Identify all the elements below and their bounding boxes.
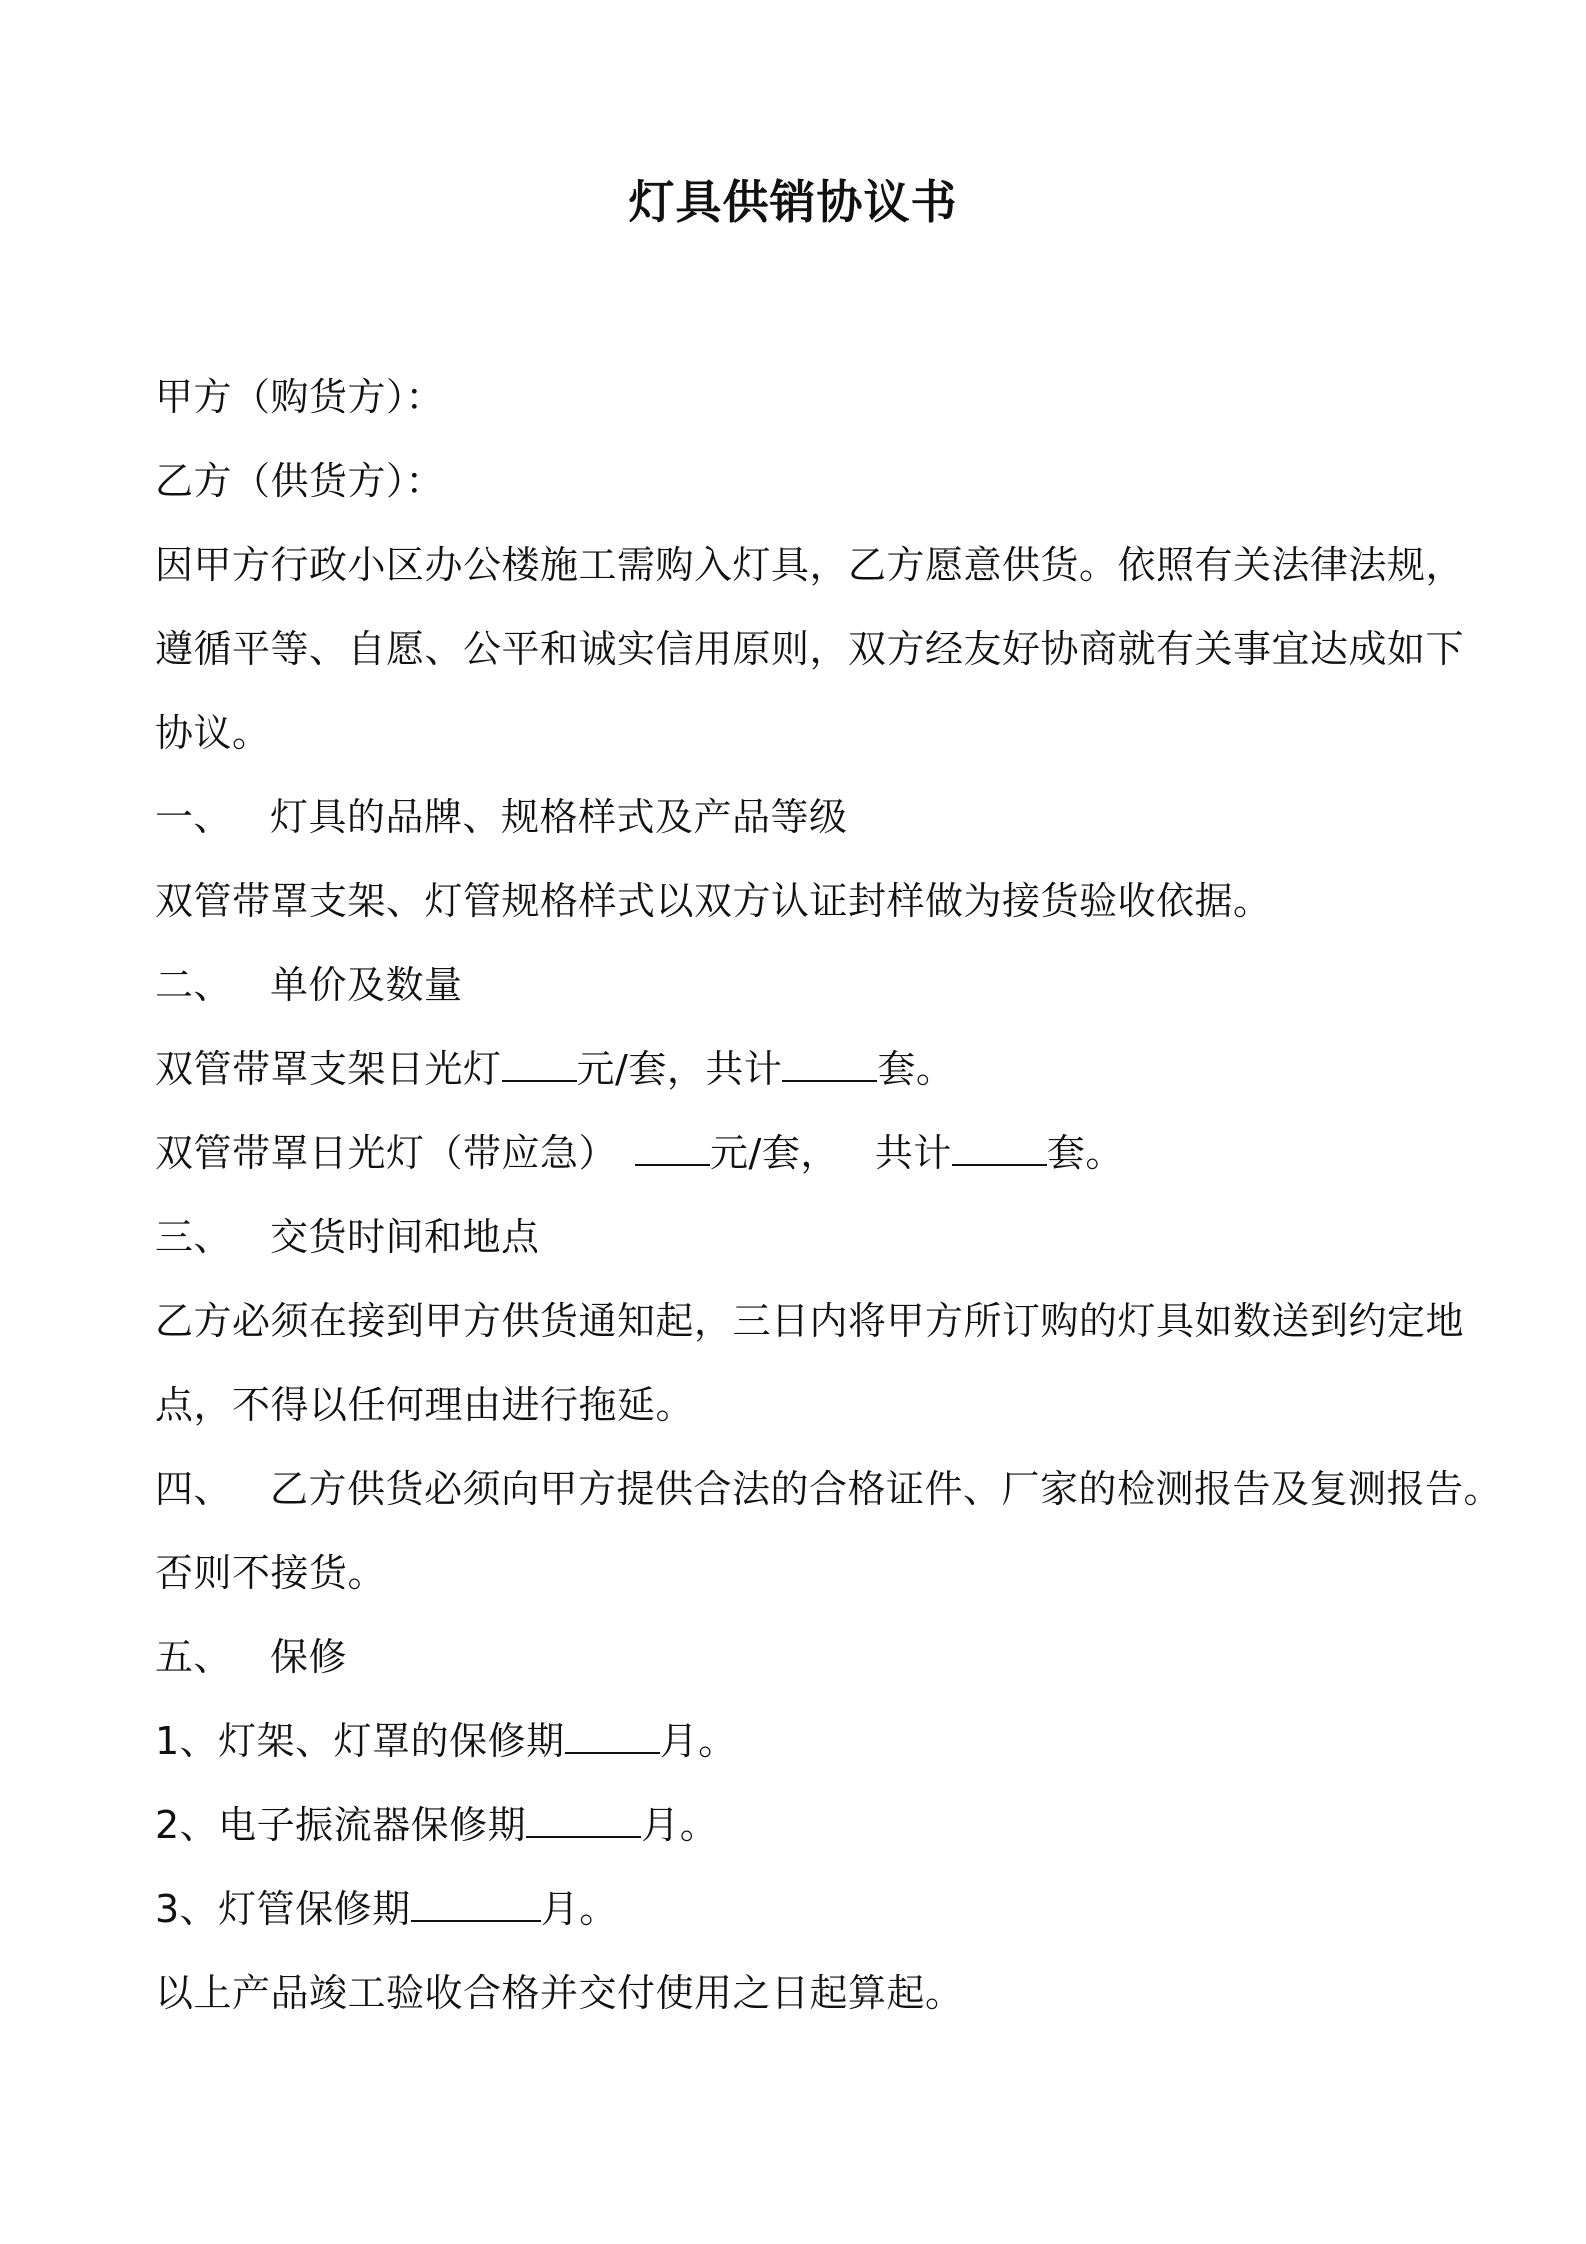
warranty-2-suffix: 月。 (641, 1803, 719, 1847)
party-a-line: 甲方（购货方）： (155, 375, 445, 419)
warranty-note: 以上产品竣工验收合格并交付使用之日起算起。 (155, 1971, 964, 2015)
item-2-suffix: 套。 (1046, 1131, 1124, 1175)
intro-line-1: 因甲方行政小区办公楼施工需购入灯具，乙方愿意供货。依照有关法律法规， (155, 543, 1465, 587)
section-3-number: 三、 (155, 1215, 233, 1259)
warranty-1-suffix: 月。 (659, 1719, 737, 1763)
warranty-2-prefix: 2、电子振流器保修期 (155, 1803, 527, 1847)
section-4-body: 否则不接货。 (155, 1551, 387, 1595)
section-1-number: 一、 (155, 795, 233, 839)
warranty-months-blank[interactable] (565, 1716, 660, 1754)
section-1-body: 双管带罩支架、灯管规格样式以双方认证封样做为接货验收依据。 (155, 879, 1272, 923)
section-5-number: 五、 (155, 1635, 233, 1679)
quantity-blank[interactable] (952, 1128, 1047, 1166)
section-4-title: 乙方供货必须向甲方提供合法的合格证件、厂家的检测报告及复测报告。 (270, 1467, 1503, 1511)
warranty-item-3 (155, 1884, 618, 1934)
section-3-heading (155, 1212, 540, 1262)
party-b-line: 乙方（供货方）： (155, 459, 445, 503)
item-1-unit: 元/套，共计 (576, 1047, 783, 1091)
warranty-3-suffix: 月。 (540, 1887, 618, 1931)
section-2-item-2 (155, 1128, 1124, 1178)
item-2-prefix: 双管带罩日光灯（带应急） (155, 1131, 618, 1175)
unit-price-blank[interactable] (502, 1044, 577, 1082)
section-4-heading (155, 1464, 1502, 1514)
warranty-item-2 (155, 1800, 718, 1850)
warranty-item-1 (155, 1716, 737, 1766)
section-3-title: 交货时间和地点 (270, 1215, 540, 1259)
section-3-body-2: 点，不得以任何理由进行拖延。 (155, 1383, 695, 1427)
intro-line-2: 遵循平等、自愿、公平和诚实信用原则，双方经友好协商就有关事宜达成如下 (155, 627, 1465, 671)
section-3-body-1: 乙方必须在接到甲方供货通知起，三日内将甲方所订购的灯具如数送到约定地 (155, 1299, 1465, 1343)
item-1-prefix: 双管带罩支架日光灯 (155, 1047, 502, 1091)
section-2-item-1 (155, 1044, 954, 1094)
section-1-heading (155, 792, 848, 842)
item-2-total: 共计 (874, 1131, 952, 1175)
section-2-number: 二、 (155, 963, 233, 1007)
section-1-title: 灯具的品牌、规格样式及产品等级 (270, 795, 848, 839)
warranty-months-blank[interactable] (526, 1800, 641, 1838)
warranty-months-blank[interactable] (411, 1884, 541, 1922)
warranty-1-prefix: 1、灯架、灯罩的保修期 (155, 1719, 565, 1763)
item-2-unit: 元/套， (710, 1131, 839, 1175)
section-5-title: 保修 (270, 1635, 348, 1679)
section-2-heading (155, 960, 463, 1010)
section-2-title: 单价及数量 (270, 963, 463, 1007)
quantity-blank[interactable] (782, 1044, 877, 1082)
unit-price-blank[interactable] (635, 1128, 710, 1166)
warranty-3-prefix: 3、灯管保修期 (155, 1887, 411, 1931)
intro-line-3: 协议。 (155, 711, 271, 755)
document-title: 灯具供销协议书 (628, 175, 958, 229)
item-1-suffix: 套。 (877, 1047, 955, 1091)
section-5-heading (155, 1632, 347, 1682)
section-4-number: 四、 (155, 1467, 233, 1511)
